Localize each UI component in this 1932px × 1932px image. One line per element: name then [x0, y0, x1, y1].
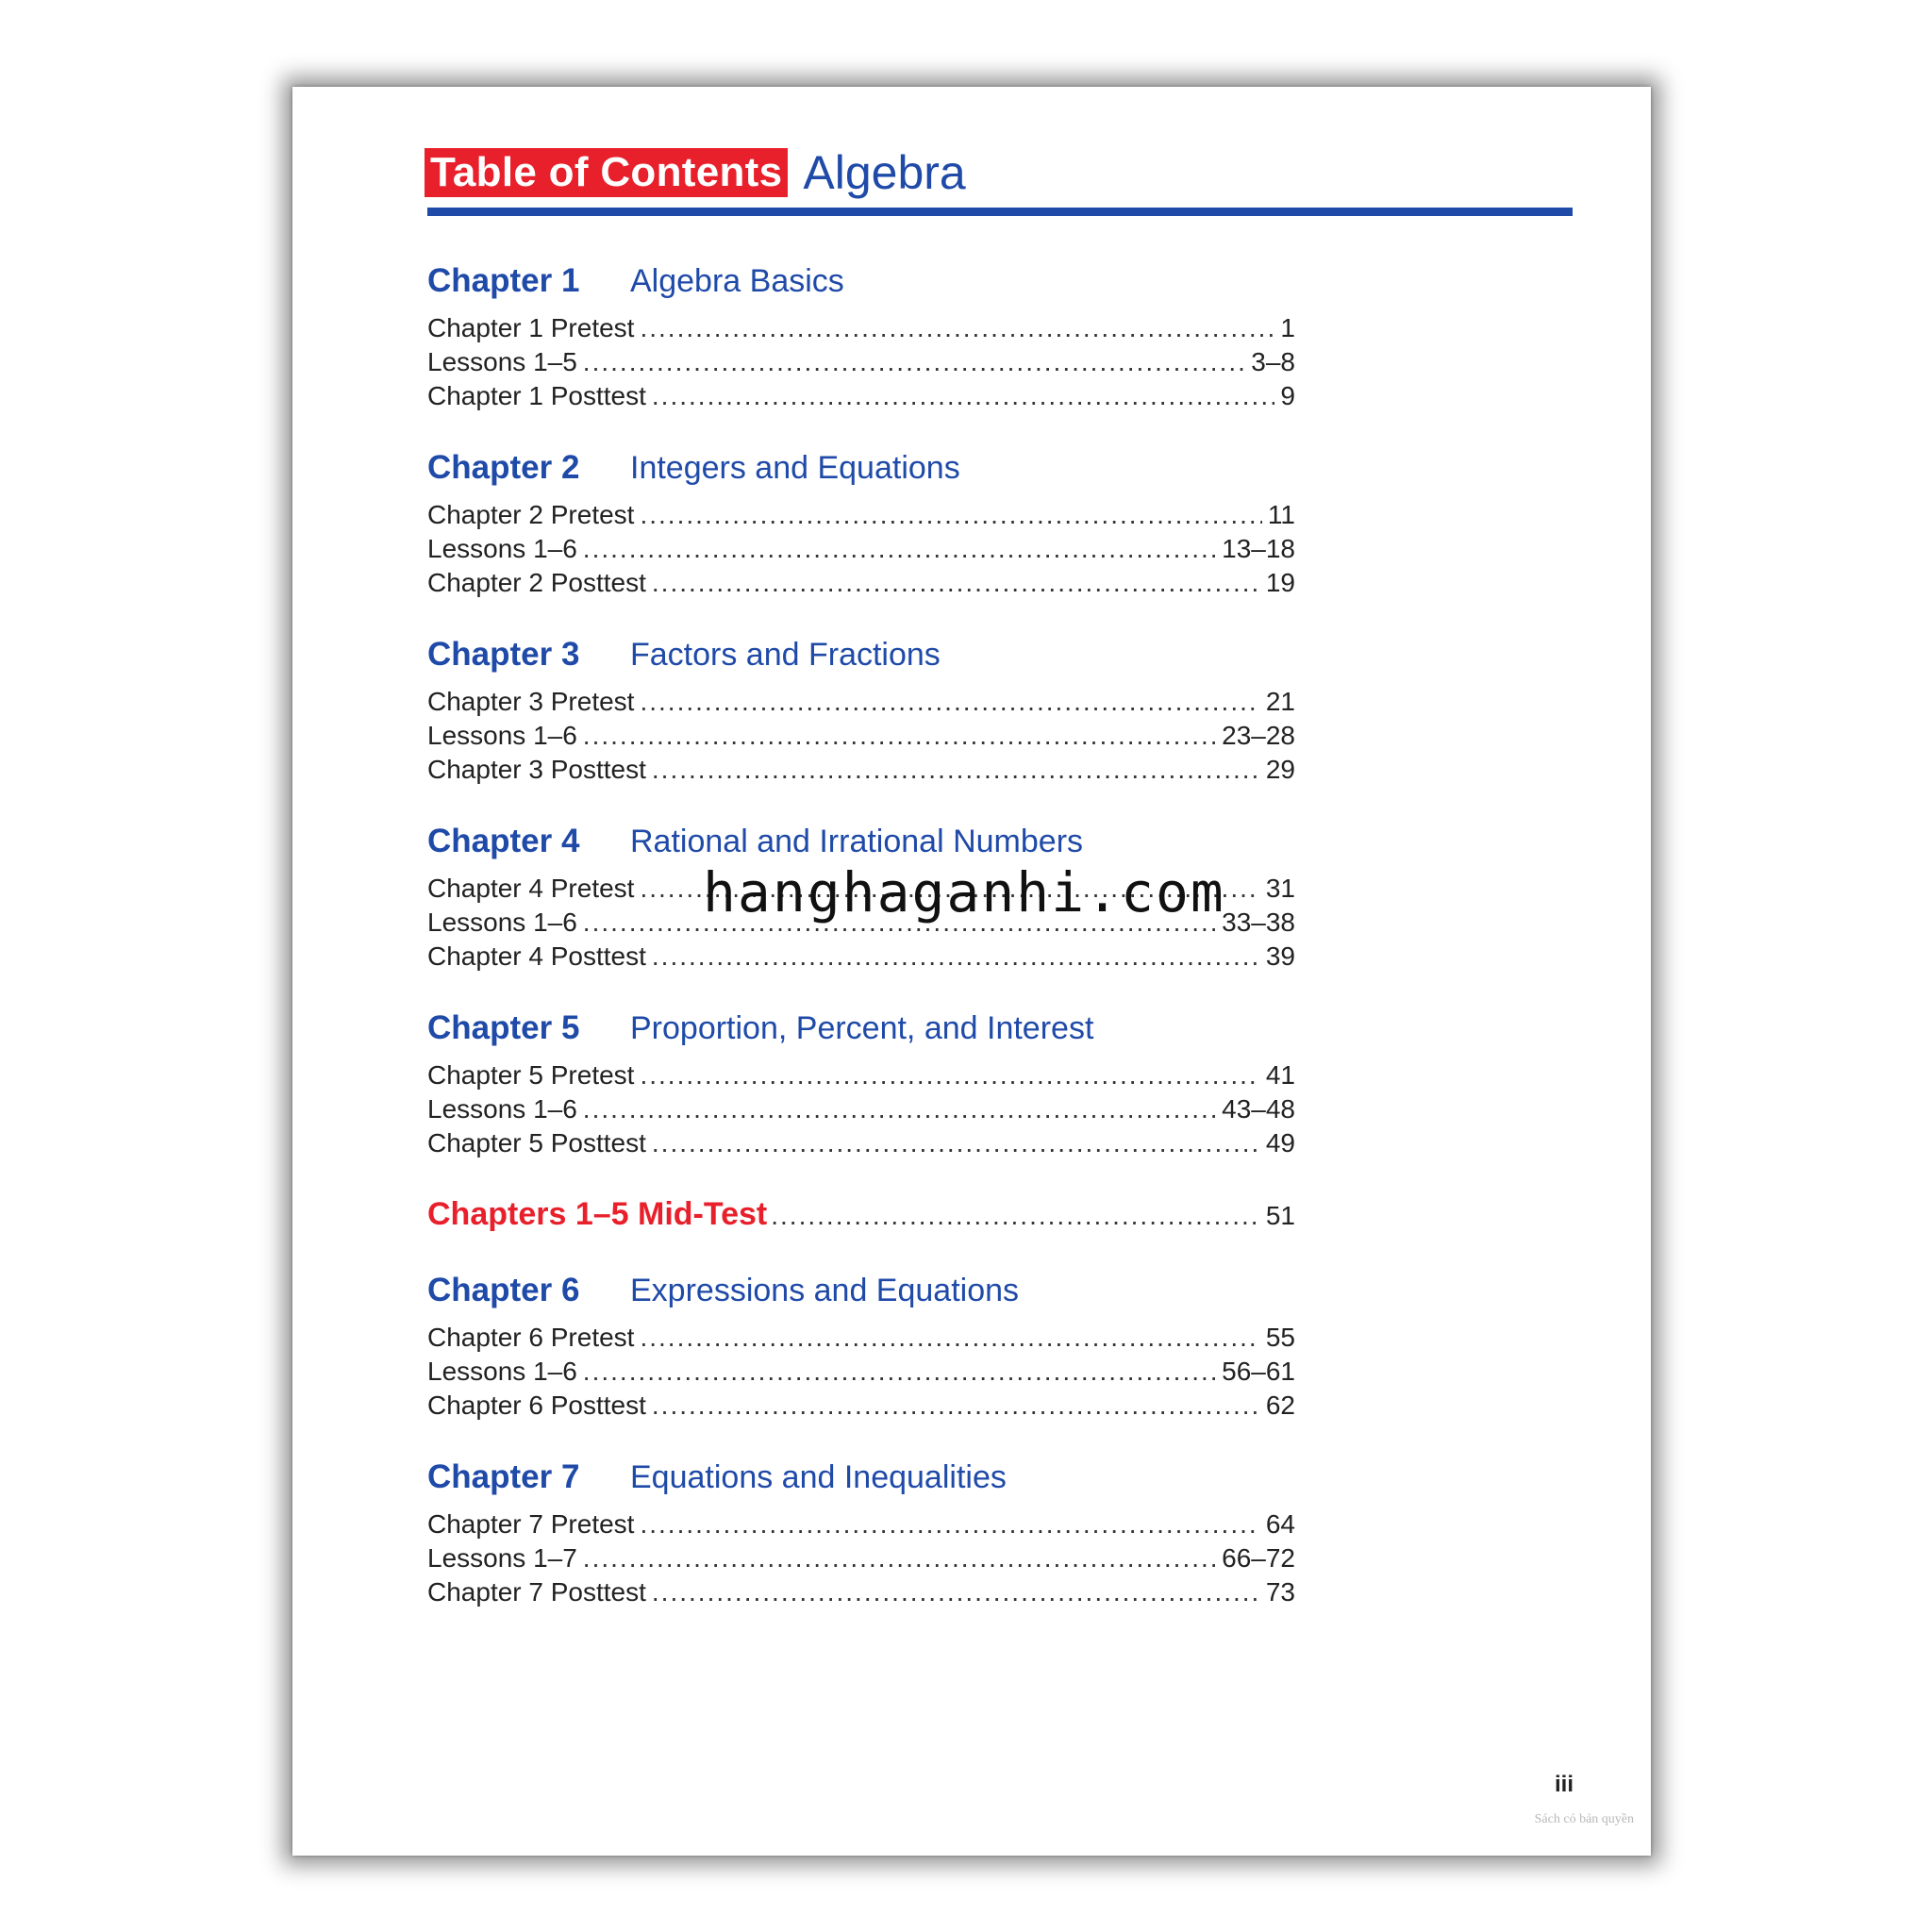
- entry-page: 56–61: [1222, 1357, 1295, 1386]
- dot-leader: [583, 347, 1245, 377]
- chapter-title: Integers and Equations: [630, 450, 960, 486]
- toc-entry: [427, 1391, 1295, 1424]
- entry-label: Lessons 1–6: [427, 908, 577, 937]
- chapter-heading: [427, 636, 1295, 677]
- entry-label: Chapter 6 Pretest: [427, 1323, 635, 1352]
- entry-label: Chapter 2 Posttest: [427, 568, 646, 597]
- entry-page: 73: [1265, 1577, 1295, 1607]
- entry-page: 9: [1280, 381, 1295, 410]
- dot-leader: [640, 313, 1274, 343]
- chapter-label: Chapter 1: [427, 262, 580, 299]
- toc-entry: [427, 1128, 1295, 1162]
- toc-entry: [427, 1509, 1295, 1543]
- dot-leader: [652, 1391, 1260, 1421]
- entry-label: Chapter 7 Pretest: [427, 1509, 635, 1539]
- midtest-entry: [427, 1196, 1295, 1240]
- entry-page: 64: [1265, 1509, 1295, 1539]
- entry-page: 39: [1265, 941, 1295, 971]
- toc-entry: [427, 1357, 1295, 1391]
- entry-label: Chapter 5 Pretest: [427, 1060, 635, 1090]
- table-of-contents: [427, 262, 1295, 1645]
- toc-heading-label: Table of Contents: [425, 148, 788, 197]
- chapter-label: Chapter 3: [427, 636, 580, 673]
- entry-page: 29: [1265, 755, 1295, 784]
- chapter-section-7: [427, 1458, 1295, 1611]
- toc-entry: [427, 568, 1295, 602]
- header-rule: [427, 208, 1573, 216]
- chapter-heading: [427, 1458, 1295, 1500]
- dot-leader: [640, 687, 1259, 717]
- chapter-heading: [427, 1009, 1295, 1051]
- entry-page: 55: [1265, 1323, 1295, 1352]
- chapter-section-2: [427, 449, 1295, 602]
- watermark-text: hanghaganhi.com: [703, 860, 1225, 924]
- chapter-label: Chapter 5: [427, 1009, 580, 1046]
- toc-entry: [427, 1060, 1295, 1094]
- entry-label: Chapter 1 Pretest: [427, 313, 635, 342]
- entry-label: Chapter 2 Pretest: [427, 500, 635, 529]
- chapter-title: Proportion, Percent, and Interest: [630, 1010, 1094, 1046]
- toc-entry: [427, 755, 1295, 789]
- entry-page: 13–18: [1222, 534, 1295, 563]
- entry-page: 23–28: [1222, 721, 1295, 750]
- dot-leader: [771, 1201, 1262, 1231]
- toc-entry: [427, 721, 1295, 755]
- chapter-heading: [427, 1272, 1295, 1313]
- dot-leader: [640, 1060, 1259, 1091]
- chapter-heading: [427, 449, 1295, 491]
- entry-label: Chapter 7 Posttest: [427, 1577, 646, 1607]
- entry-label: Chapter 6 Posttest: [427, 1391, 646, 1420]
- chapter-label: Chapter 2: [427, 449, 580, 486]
- dot-leader: [652, 568, 1260, 598]
- chapter-label: Chapter 7: [427, 1458, 580, 1495]
- chapter-label: Chapter 4: [427, 823, 580, 859]
- entry-label: Chapter 4 Pretest: [427, 874, 635, 903]
- toc-entry: [427, 941, 1295, 975]
- dot-leader: [652, 381, 1275, 411]
- document-page: [292, 87, 1651, 1856]
- entry-page: 41: [1265, 1060, 1295, 1090]
- entry-page: 43–48: [1222, 1094, 1295, 1124]
- dot-leader: [583, 1543, 1216, 1574]
- entry-label: Lessons 1–6: [427, 534, 577, 563]
- toc-entry: [427, 687, 1295, 721]
- midtest-page: 51: [1265, 1201, 1295, 1230]
- toc-entry: [427, 1577, 1295, 1611]
- chapter-title: Rational and Irrational Numbers: [630, 824, 1084, 859]
- chapter-title: Factors and Fractions: [630, 637, 941, 673]
- entry-label: Chapter 3 Posttest: [427, 755, 646, 784]
- chapter-title: Equations and Inequalities: [630, 1459, 1007, 1495]
- chapter-heading: [427, 262, 1295, 304]
- chapter-title: Algebra Basics: [630, 263, 844, 299]
- entry-page: 49: [1265, 1128, 1295, 1158]
- dot-leader: [652, 1577, 1260, 1607]
- copyright-note: Sách có bản quyền: [1534, 1812, 1634, 1826]
- dot-leader: [652, 755, 1260, 785]
- toc-entry: [427, 1323, 1295, 1357]
- entry-page: 66–72: [1222, 1543, 1295, 1573]
- entry-label: Lessons 1–6: [427, 721, 577, 750]
- toc-entry: [427, 347, 1295, 381]
- entry-label: Chapter 3 Pretest: [427, 687, 635, 716]
- dot-leader: [640, 1509, 1259, 1540]
- toc-entry: [427, 500, 1295, 534]
- page-header: [425, 145, 966, 200]
- dot-leader: [583, 1094, 1216, 1124]
- entry-label: Lessons 1–6: [427, 1357, 577, 1386]
- chapter-label: Chapter 6: [427, 1272, 580, 1308]
- entry-page: 21: [1265, 687, 1295, 716]
- toc-entry: [427, 313, 1295, 347]
- dot-leader: [583, 721, 1216, 751]
- toc-entry: [427, 1094, 1295, 1128]
- toc-entry: [427, 381, 1295, 415]
- dot-leader: [652, 941, 1260, 972]
- entry-label: Lessons 1–7: [427, 1543, 577, 1573]
- entry-label: Lessons 1–5: [427, 347, 577, 376]
- entry-page: 11: [1267, 500, 1295, 529]
- entry-label: Lessons 1–6: [427, 1094, 577, 1124]
- dot-leader: [583, 1357, 1216, 1387]
- entry-label: Chapter 1 Posttest: [427, 381, 646, 410]
- dot-leader: [640, 500, 1261, 530]
- entry-page: 1: [1280, 313, 1295, 342]
- dot-leader: [652, 1128, 1260, 1158]
- entry-page: 31: [1265, 874, 1295, 903]
- toc-entry: [427, 534, 1295, 568]
- dot-leader: [640, 1323, 1259, 1353]
- chapter-title: Expressions and Equations: [630, 1273, 1020, 1308]
- entry-page: 33–38: [1222, 908, 1295, 937]
- entry-label: Chapter 4 Posttest: [427, 941, 646, 971]
- toc-entry: [427, 1543, 1295, 1577]
- midtest-label: Chapters 1–5 Mid-Test: [427, 1196, 768, 1232]
- dot-leader: [583, 534, 1216, 564]
- subject-title: Algebra: [803, 146, 966, 199]
- chapter-section-5: [427, 1009, 1295, 1162]
- entry-page: 62: [1265, 1391, 1295, 1420]
- chapter-section-6: [427, 1272, 1295, 1424]
- entry-page: 3–8: [1251, 347, 1295, 376]
- entry-label: Chapter 5 Posttest: [427, 1128, 646, 1158]
- page-number: iii: [1554, 1772, 1574, 1797]
- entry-page: 19: [1265, 568, 1295, 597]
- chapter-section-1: [427, 262, 1295, 415]
- chapter-heading: [427, 823, 1295, 864]
- chapter-section-3: [427, 636, 1295, 789]
